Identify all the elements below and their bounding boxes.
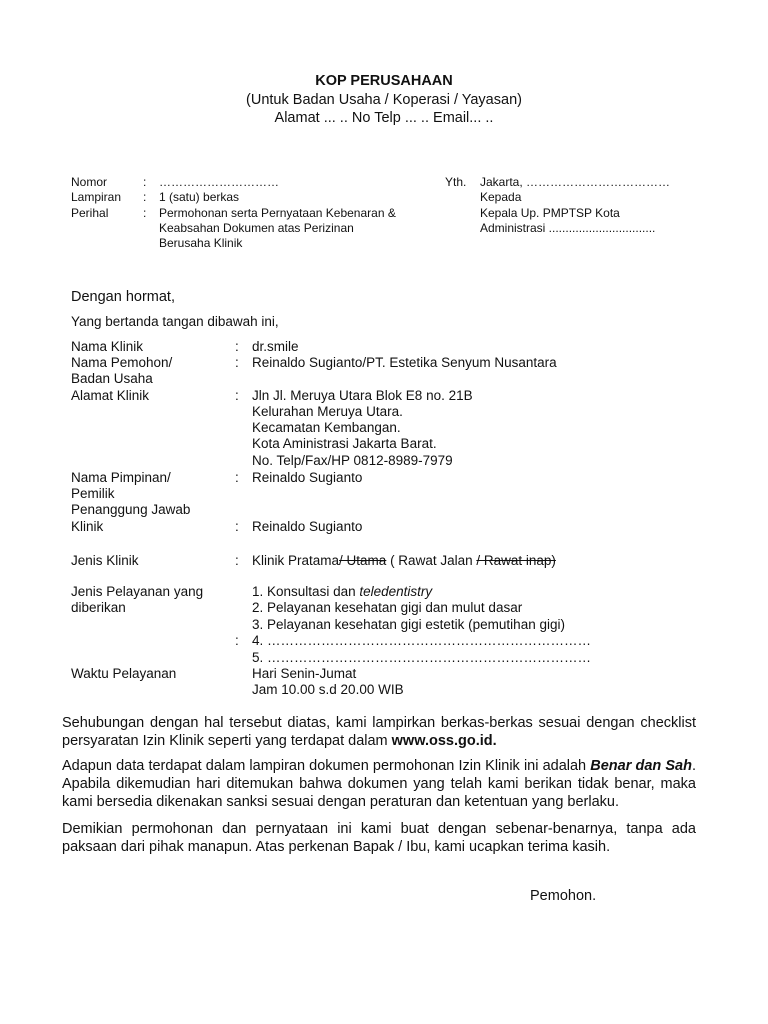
- jenis-klinik-rawat-jalan: ( Rawat Jalan: [386, 553, 477, 568]
- pj-value: Reinaldo Sugianto: [252, 519, 363, 534]
- nama-klinik-colon: :: [235, 339, 239, 354]
- pelayanan-item-num: 5.: [252, 650, 264, 665]
- nama-pemohon-value: Reinaldo Sugianto/PT. Estetika Senyum Nusantara: [252, 355, 557, 370]
- paragraph-2-text: Adapun data terdapat dalam lampiran dokumen permohonan Izin Klinik ini adalah: [62, 758, 591, 774]
- alamat-colon: :: [235, 388, 239, 403]
- pimpinan-label-2: Pemilik: [71, 486, 115, 501]
- pj-colon: :: [235, 519, 239, 534]
- letterhead-title: KOP PERUSAHAAN: [315, 73, 453, 89]
- jenis-klinik-value: [252, 553, 556, 569]
- paragraph-2: [62, 757, 696, 811]
- pj-label-2: Klinik: [71, 519, 104, 534]
- oss-link-text: www.oss.go.id.: [391, 733, 497, 749]
- perihal-colon: :: [143, 206, 147, 220]
- intro-text: Yang bertanda tangan dibawah ini,: [71, 314, 279, 329]
- perihal-line-1: Permohonan serta Pernyataan Kebenaran &: [159, 206, 396, 220]
- alamat-line-1: Jln Jl. Meruya Utara Blok E8 no. 21B: [252, 388, 473, 403]
- jenis-klinik-colon: :: [235, 553, 239, 568]
- pelayanan-item-text: Pelayanan kesehatan gigi dan mulut dasar: [267, 600, 523, 615]
- kepada-label: Kepada: [480, 190, 522, 204]
- jenis-klinik-label: Jenis Klinik: [71, 553, 139, 568]
- recipient-line-2: Administrasi ................................: [480, 221, 656, 235]
- paragraph-1: [62, 714, 696, 750]
- nama-pemohon-label-2: Badan Usaha: [71, 371, 153, 386]
- nomor-value: …………………………: [159, 175, 279, 189]
- paragraph-3: Demikian permohonan dan pernyataan ini kami buat dengan sebenar-benarnya, tanpa ada paksaan dari pihak manapun. Atas perkenan Bapak / Ibu, kami ucapkan terima kasih.: [62, 821, 696, 855]
- pelayanan-item: [252, 600, 522, 616]
- alamat-line-4: Kota Aministrasi Jakarta Barat.: [252, 436, 437, 451]
- pelayanan-item-num: 3.: [252, 617, 264, 632]
- greeting: Dengan hormat,: [71, 289, 175, 305]
- lampiran-label: Lampiran: [71, 190, 122, 204]
- letterhead-address: Alamat ... .. No Telp ... .. Email... ..: [274, 110, 494, 126]
- pelayanan-item: [252, 633, 591, 649]
- waktu-line-1: Hari Senin-Jumat: [252, 666, 357, 681]
- waktu-label: Waktu Pelayanan: [71, 666, 177, 681]
- pelayanan-item-text: ………………………………………………………………: [267, 650, 592, 665]
- pelayanan-item: [252, 650, 591, 666]
- nama-klinik-label: Nama Klinik: [71, 339, 144, 354]
- place-date: Jakarta, ………………………………: [480, 175, 671, 189]
- alamat-line-3: Kecamatan Kembangan.: [252, 420, 401, 435]
- jenis-klinik-pratama: Klinik Pratama: [252, 553, 340, 568]
- lampiran-colon: :: [143, 190, 147, 204]
- pelayanan-colon: :: [235, 633, 239, 648]
- pimpinan-value: Reinaldo Sugianto: [252, 470, 363, 485]
- pelayanan-item-italic: teledentistry: [359, 584, 433, 599]
- alamat-label: Alamat Klinik: [71, 388, 150, 403]
- pelayanan-item-num: 2.: [252, 600, 264, 615]
- pelayanan-item: [252, 584, 432, 600]
- pelayanan-item-num: 4.: [252, 633, 264, 648]
- pelayanan-item-text: Konsultasi dan: [267, 584, 360, 599]
- paragraph-1-text: Sehubungan dengan hal tersebut diatas, kami lampirkan berkas-berkas sesuai dengan checklist persyaratan Izin Klinik seperti yang terdapat dalam: [62, 715, 696, 749]
- pelayanan-label-1: Jenis Pelayanan yang: [71, 584, 204, 599]
- recipient-line-1: Kepala Up. PMPTSP Kota: [480, 206, 620, 220]
- nama-pemohon-colon: :: [235, 355, 239, 370]
- pelayanan-item: [252, 617, 565, 633]
- letterhead-subtitle: (Untuk Badan Usaha / Koperasi / Yayasan): [246, 92, 522, 108]
- pimpinan-colon: :: [235, 470, 239, 485]
- nama-pemohon-label-1: Nama Pemohon/: [71, 355, 173, 370]
- nama-klinik-value: dr.smile: [252, 339, 299, 354]
- closing-pemohon: Pemohon.: [530, 888, 597, 904]
- pelayanan-item-text: Pelayanan kesehatan gigi estetik (pemutihan gigi): [267, 617, 565, 632]
- pelayanan-item-text: ………………………………………………………………: [267, 633, 592, 648]
- pelayanan-label-2: diberikan: [71, 600, 126, 615]
- pimpinan-label-1: Nama Pimpinan/: [71, 470, 171, 485]
- jenis-klinik-rawat-inap-struck: / Rawat inap): [476, 553, 556, 568]
- jenis-klinik-utama-struck: / Utama: [339, 553, 387, 568]
- perihal-line-2: Keabsahan Dokumen atas Perizinan: [159, 221, 354, 235]
- perihal-label: Perihal: [71, 206, 109, 220]
- waktu-line-2: Jam 10.00 s.d 20.00 WIB: [252, 682, 404, 697]
- nomor-colon: :: [143, 175, 147, 189]
- pelayanan-item-num: 1.: [252, 584, 264, 599]
- pj-label-1: Penanggung Jawab: [71, 502, 191, 517]
- alamat-line-2: Kelurahan Meruya Utara.: [252, 404, 403, 419]
- perihal-line-3: Berusaha Klinik: [159, 236, 243, 250]
- benar-dan-sah: Benar dan Sah: [590, 758, 692, 774]
- yth-label: Yth.: [445, 175, 467, 189]
- paragraph-2-rest: . Apabila dikemudian hari ditemukan bahwa dokumen yang telah kami berikan tidak benar, maka kami bersedia dikenakan sanksi sesuai dengan peraturan dan ketentuan yang berlaku.: [62, 758, 697, 810]
- nomor-label: Nomor: [71, 175, 108, 189]
- alamat-line-5: No. Telp/Fax/HP 0812-8989-7979: [252, 453, 453, 468]
- lampiran-value: 1 (satu) berkas: [159, 190, 240, 204]
